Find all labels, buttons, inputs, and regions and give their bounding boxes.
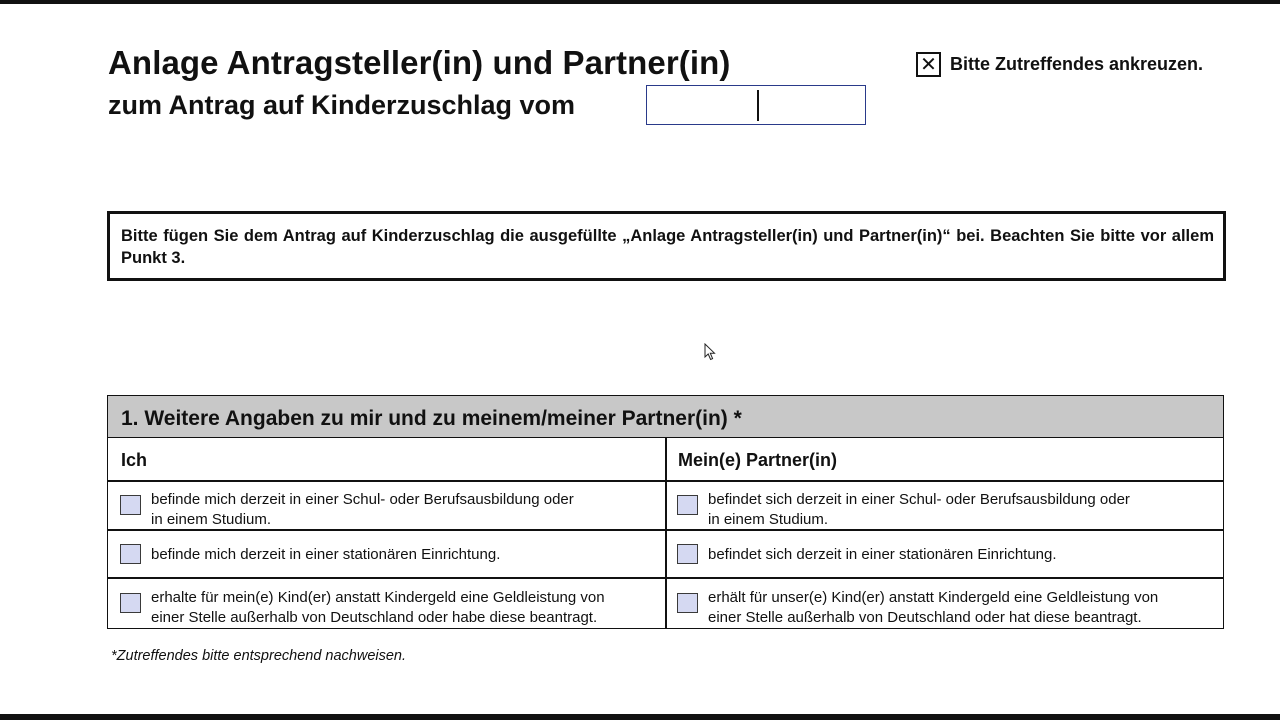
column-header-partner: Mein(e) Partner(in) <box>678 450 838 470</box>
row-divider <box>108 480 1223 482</box>
option-self-foreign-benefit-text: erhalte für mein(e) Kind(er) anstatt Kindergeld eine Geldleistung von einer Stelle außerhalb von Deutschland oder habe diese beantragt. <box>151 589 605 626</box>
checkbox-partner-foreign-benefit[interactable] <box>677 593 698 613</box>
section-1-title: 1. Weitere Angaben zu mir und zu meinem/meiner Partner(in) * <box>121 407 742 430</box>
application-date-input[interactable] <box>646 85 866 125</box>
table-row <box>120 490 574 530</box>
table-row <box>677 588 1158 628</box>
row-divider <box>108 577 1223 579</box>
notice-box <box>107 211 1226 281</box>
window-bottom-border <box>0 714 1280 720</box>
notice-text: Bitte fügen Sie dem Antrag auf Kinderzuschlag die ausgefüllte „Anlage Antragsteller(in) und Partner(in)“ bei. Beachten Sie bitte vor allem Punkt 3. <box>121 227 1214 267</box>
column-divider <box>665 438 667 628</box>
checkbox-self-foreign-benefit[interactable] <box>120 593 141 613</box>
option-self-institution-text: befinde mich derzeit in einer stationären Einrichtung. <box>151 546 501 563</box>
section-1-table <box>107 395 1224 629</box>
option-partner-institution-text: befindet sich derzeit in einer stationären Einrichtung. <box>708 546 1057 563</box>
mouse-pointer-icon <box>704 343 716 361</box>
table-row <box>120 545 500 565</box>
section-1-header <box>108 396 1223 438</box>
table-row <box>677 545 1057 565</box>
checkbox-self-education[interactable] <box>120 495 141 515</box>
option-partner-education-text: befindet sich derzeit in einer Schul- oder Berufsausbildung oder in einem Studium. <box>708 491 1130 528</box>
column-header-self: Ich <box>121 450 148 470</box>
option-partner-foreign-benefit-text: erhält für unser(e) Kind(er) anstatt Kindergeld eine Geldleistung von einer Stelle außerhalb von Deutschland oder hat diese beantragt. <box>708 589 1159 626</box>
window-top-border <box>0 0 1280 4</box>
form-subtitle: zum Antrag auf Kinderzuschlag vom <box>108 90 576 120</box>
footnote: *Zutreffendes bitte entsprechend nachweisen. <box>111 648 407 664</box>
table-row <box>120 588 605 628</box>
checkbox-partner-education[interactable] <box>677 495 698 515</box>
form-title: Anlage Antragsteller(in) und Partner(in) <box>108 44 731 81</box>
checked-box-icon: ✕ <box>916 52 941 77</box>
instruction-hint <box>916 52 1203 77</box>
checkbox-self-institution[interactable] <box>120 544 141 564</box>
checkbox-partner-institution[interactable] <box>677 544 698 564</box>
instruction-text: Bitte Zutreffendes ankreuzen. <box>950 54 1204 74</box>
text-caret <box>757 90 759 121</box>
table-row <box>677 490 1130 530</box>
option-self-education-text: befinde mich derzeit in einer Schul- oder Berufsausbildung oder in einem Studium. <box>151 491 574 528</box>
